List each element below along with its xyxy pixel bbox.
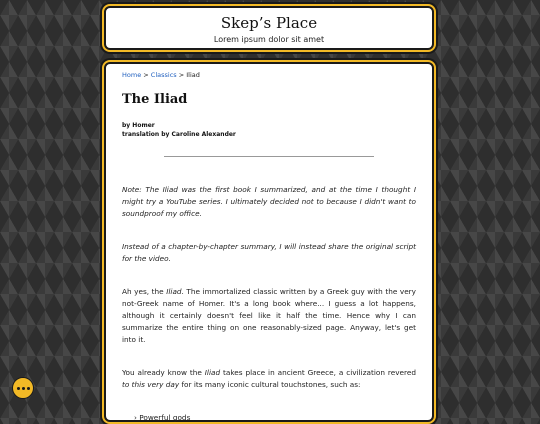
emphasis: to this very day: [122, 380, 180, 389]
site-header: [104, 6, 434, 50]
more-dots-icon: [17, 387, 20, 390]
breadcrumb-classics-link[interactable]: Classics: [150, 71, 177, 79]
emphasis: Iliad: [166, 287, 182, 296]
text-span: takes place in ancient Greece, a civilization revered: [220, 368, 416, 377]
breadcrumb-home-link[interactable]: Home: [122, 71, 142, 79]
text-span: for its many iconic cultural touchstones, such as:: [179, 380, 361, 389]
emphasis: Iliad: [204, 368, 221, 377]
text-span: . The immortalized classic written by a Greek guy with the very not-Greek name of Homer. It's a long book where... I guess a lot happens, although it certainly doesn't feel like it half the time. Hence why I can summarize the entire thing on one reasonably-sized page. Anyway, let's get into it.: [122, 287, 416, 344]
more-options-button[interactable]: [12, 377, 34, 399]
body-paragraph: [122, 367, 416, 391]
more-dots-icon: [22, 387, 25, 390]
site-subtitle: Lorem ipsum dolor sit amet: [213, 35, 325, 44]
breadcrumb-current: Iliad: [186, 71, 200, 79]
breadcrumb-separator: >: [141, 71, 151, 79]
site-title[interactable]: Skep’s Place: [220, 14, 318, 32]
page-title: The Iliad: [122, 92, 188, 107]
translator-line: translation by Caroline Alexander: [122, 131, 236, 138]
list-item: › Powerful gods: [134, 413, 191, 422]
text-span: You already know the: [122, 368, 205, 377]
more-dots-icon: [27, 387, 30, 390]
divider: [164, 156, 374, 157]
body-paragraph: [122, 286, 416, 346]
breadcrumb-separator: >: [176, 71, 187, 79]
breadcrumb: [122, 70, 416, 80]
article-card: [104, 62, 434, 422]
author-line: by Homer: [122, 122, 155, 129]
text-span: Ah yes, the: [122, 287, 167, 296]
note-paragraph: Note: The Iliad was the first book I summarized, and at the time I thought I might try a YouTube series. I ultimately decided not to because I didn't want to soundproof my office.: [122, 185, 416, 218]
note-paragraph: Instead of a chapter-by-chapter summary, I will instead share the original script for the video.: [122, 242, 416, 263]
